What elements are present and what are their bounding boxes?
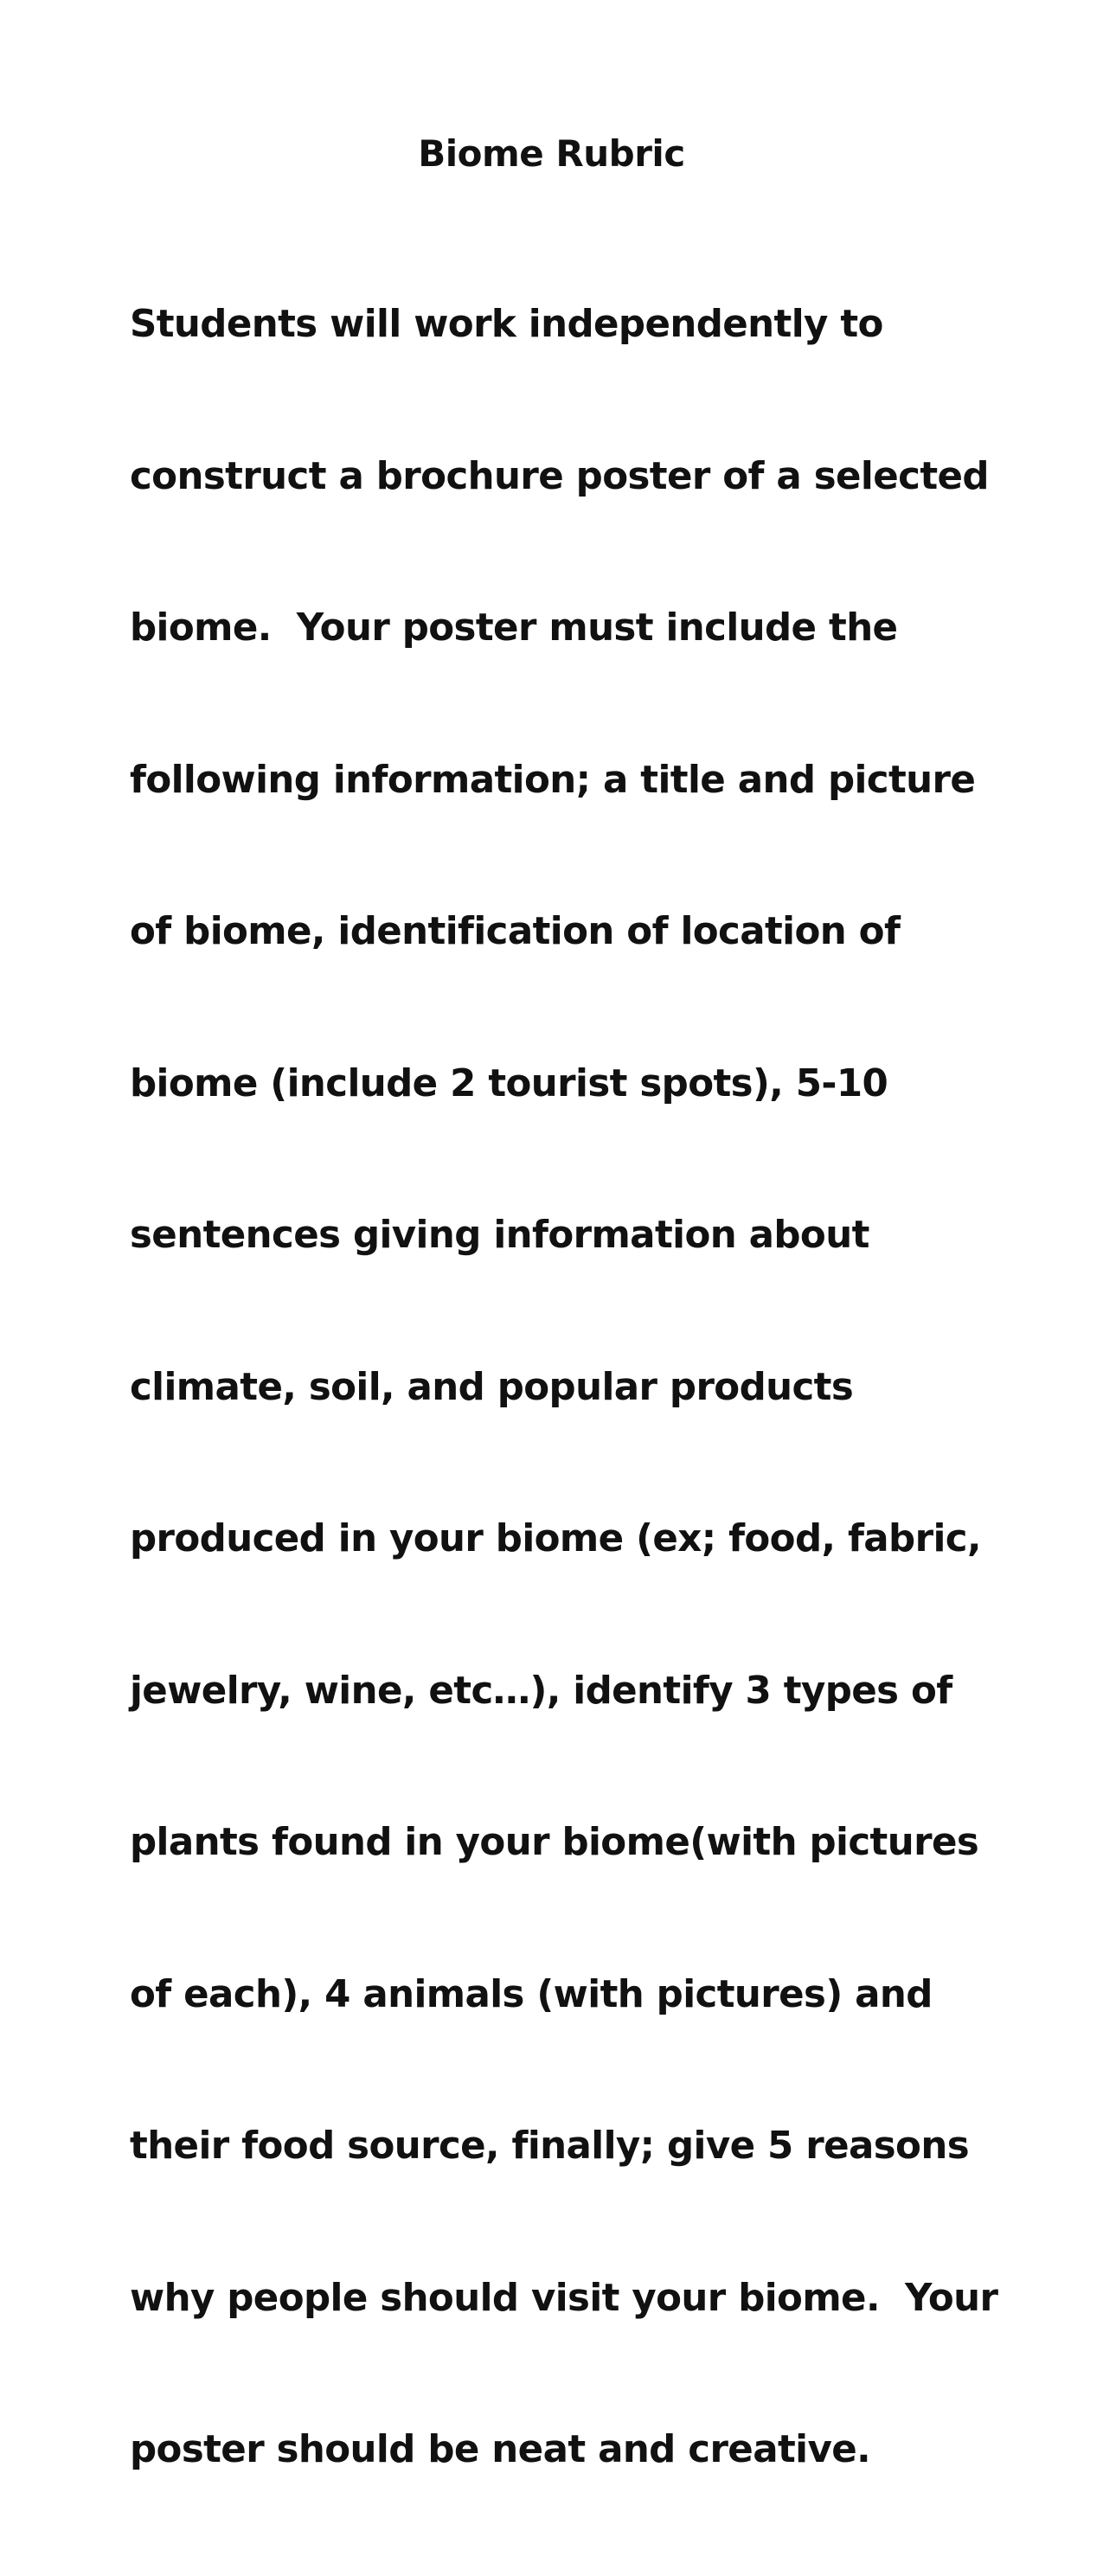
body-line: of each), 4 animals (with pictures) and [130,1972,933,2016]
body-line: following information; a title and picture [130,758,976,802]
body-line: climate, soil, and popular products [130,1365,854,1409]
body-line: poster should be neat and creative. [130,2428,871,2471]
document-title: Biome Rubric [418,132,685,175]
body-line: sentences giving information about [130,1214,869,1257]
body-line: biome (include 2 tourist spots), 5-10 [130,1061,888,1105]
body-line: produced in your biome (ex; food, fabric, [130,1517,981,1560]
body-line: why people should visit your biome. Your [130,2276,998,2320]
body-line: Students will work independently to [130,303,883,346]
body-line: biome. Your poster must include the [130,606,898,650]
body-line: their food source, finally; give 5 reasons [130,2124,969,2168]
body-line: of biome, identification of location of [130,910,901,953]
body-line: plants found in your biome(with pictures [130,1821,979,1864]
body-line: jewelry, wine, etc…), identify 3 types of [130,1669,952,1713]
document-body [130,212,998,2576]
body-line: construct a brochure poster of a selected [130,454,989,498]
